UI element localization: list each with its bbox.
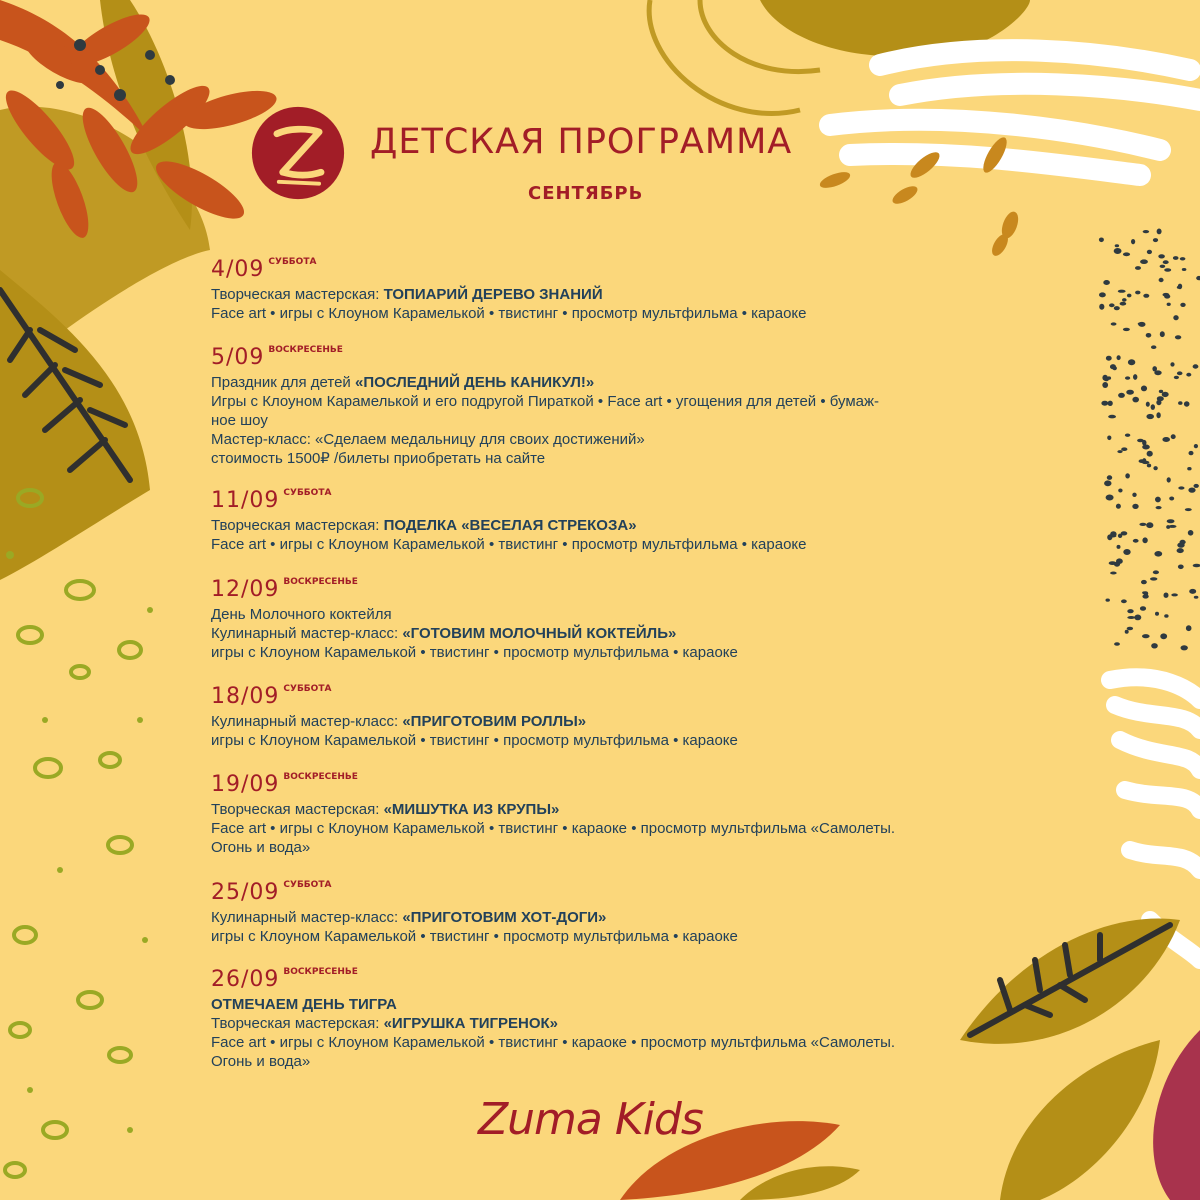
decor-dot — [1121, 531, 1128, 535]
decor-dot — [1133, 539, 1139, 543]
event-weekday: ВОСКРЕСЕНЬЕ — [268, 345, 343, 355]
decor-dot — [1099, 238, 1104, 243]
event-line-highlight: «МИШУТКА ИЗ КРУПЫ» — [383, 801, 560, 818]
event-line-text: ное шоу — [211, 412, 268, 429]
decor-dot — [1160, 265, 1166, 268]
decor-dot — [1169, 497, 1174, 501]
decor-dot — [1186, 373, 1191, 377]
event-line-text: Праздник для детей — [211, 374, 355, 391]
decor-dot — [1174, 376, 1179, 379]
decor-dot — [1125, 376, 1130, 379]
event-item — [211, 577, 1001, 662]
decor-dot — [1189, 589, 1196, 594]
event-line — [211, 995, 1001, 1014]
decor-dot — [1102, 382, 1108, 388]
decor-dot — [1154, 551, 1162, 557]
event-line — [211, 392, 1001, 411]
event-line-highlight: ТОПИАРИЙ ДЕРЕВО ЗНАНИЙ — [383, 286, 603, 303]
decor-dot — [1156, 506, 1162, 509]
decor-dot — [1133, 374, 1137, 380]
event-line-text: Творческая мастерская: — [211, 1015, 384, 1032]
decor-dot — [1175, 335, 1181, 339]
event-date-line — [211, 684, 1001, 712]
event-line-text: игры с Клоуном Карамелькой • твистинг • просмотр мультфильма • караоке — [211, 928, 738, 945]
event-line — [211, 927, 1001, 946]
decor-dot — [1185, 508, 1192, 511]
decor-dot — [1155, 612, 1159, 616]
event-line — [211, 304, 1001, 323]
event-line — [211, 908, 1001, 927]
decor-dot — [1163, 293, 1170, 297]
decor-dot — [1151, 643, 1158, 648]
decor-dot — [1150, 577, 1157, 580]
event-date-line — [211, 772, 1001, 800]
event-line — [211, 1033, 1001, 1052]
event-item — [211, 488, 1001, 554]
decor-dot — [1146, 333, 1152, 338]
event-line-text: Творческая мастерская: — [211, 517, 384, 534]
decor-dot — [1158, 254, 1165, 258]
event-weekday: СУББОТА — [283, 488, 332, 498]
decor-dot — [1108, 415, 1116, 419]
event-date-line — [211, 967, 1001, 995]
event-weekday: СУББОТА — [283, 684, 332, 694]
event-line-text: Кулинарный мастер-класс: — [211, 713, 403, 730]
event-line-text: День Молочного коктейля — [211, 606, 392, 623]
decor-dot — [1194, 484, 1199, 488]
event-line — [211, 411, 1001, 430]
event-line — [211, 624, 1001, 643]
decor-dot — [1164, 614, 1168, 618]
decor-dot — [1106, 599, 1110, 602]
event-item — [211, 880, 1001, 946]
decor-dot — [1142, 634, 1150, 638]
decor-dot — [1140, 606, 1146, 611]
decor-dot — [1127, 294, 1132, 298]
decor-dot — [1123, 328, 1130, 331]
decor-dot — [1159, 278, 1164, 282]
event-line-text: Face art • игры с Клоуном Карамелькой • твистинг • караоке • просмотр мультфильма «Самолеты. — [211, 1034, 896, 1051]
decor-dot — [1167, 303, 1171, 306]
event-line — [211, 800, 1001, 819]
decor-dot — [1118, 489, 1122, 493]
event-date: 18/09 — [211, 684, 280, 709]
decor-dot — [1178, 486, 1184, 489]
shape-berry — [1153, 1030, 1200, 1200]
decor-dot — [1103, 280, 1110, 285]
decor-dot — [1127, 616, 1135, 619]
decor-dot — [1173, 315, 1178, 320]
decor-dot — [1142, 445, 1150, 450]
decor-dot — [1118, 393, 1125, 398]
event-line — [211, 285, 1001, 304]
decor-dot — [1153, 238, 1158, 242]
event-line — [211, 712, 1001, 731]
decor-dot — [1193, 364, 1199, 368]
decor-dot — [1180, 257, 1186, 260]
decor-dot — [1154, 370, 1161, 375]
decor-dot — [1189, 451, 1194, 455]
event-weekday: ВОСКРЕСЕНЬЕ — [283, 772, 358, 782]
decor-dot — [1167, 519, 1175, 523]
decor-dot — [1110, 572, 1117, 575]
event-item — [211, 257, 1001, 323]
event-date-line — [211, 345, 1001, 373]
decor-dot — [1127, 627, 1133, 630]
decor-dot — [1164, 593, 1169, 598]
decor-dot — [1110, 364, 1116, 369]
event-date-line — [211, 577, 1001, 605]
zuma-z-logo-icon — [250, 105, 346, 201]
event-line — [211, 1014, 1001, 1033]
decor-dot — [1177, 371, 1183, 375]
decor-dot — [1118, 290, 1126, 293]
event-line — [211, 430, 1001, 449]
decor-dot — [1121, 447, 1127, 451]
decor-dot — [1114, 306, 1120, 310]
decor-dot — [1178, 401, 1182, 405]
event-line-text: Творческая мастерская: — [211, 801, 384, 818]
decor-dot — [1146, 402, 1150, 407]
event-line-text: Face art • игры с Клоуном Карамелькой • твистинг • караоке • просмотр мультфильма «Самолеты. — [211, 820, 896, 837]
decor-dot — [1142, 537, 1147, 543]
event-line — [211, 838, 1001, 857]
decor-dot — [1157, 396, 1164, 401]
decor-dot — [1135, 291, 1140, 295]
event-line — [211, 605, 1001, 624]
event-line-text: игры с Клоуном Карамелькой • твистинг • просмотр мультфильма • караоке — [211, 644, 738, 661]
decor-dot — [1115, 244, 1119, 247]
decor-dot — [1147, 451, 1153, 457]
event-line-text: Огонь и вода» — [211, 839, 311, 856]
decor-dot — [1123, 549, 1130, 555]
event-weekday: СУББОТА — [283, 880, 332, 890]
decor-dot — [1160, 633, 1167, 639]
decor-dot — [1177, 543, 1184, 548]
decor-dot — [1156, 412, 1160, 418]
decor-dot — [1164, 268, 1171, 271]
event-item — [211, 684, 1001, 750]
event-line-highlight: «ПРИГОТОВИМ РОЛЛЫ» — [402, 713, 587, 730]
decor-dot — [1178, 284, 1182, 290]
decor-dot — [1178, 565, 1184, 570]
decor-dot — [1147, 250, 1152, 254]
event-line-highlight: «ПРИГОТОВИМ ХОТ-ДОГИ» — [402, 909, 607, 926]
decor-dot — [1114, 642, 1120, 646]
decor-dot — [1151, 345, 1156, 349]
decor-dot — [1159, 390, 1163, 393]
event-line — [211, 449, 1001, 468]
decor-dot — [1111, 322, 1117, 325]
event-line — [211, 819, 1001, 838]
event-line-highlight: «ПОСЛЕДНИЙ ДЕНЬ КАНИКУЛ!» — [354, 374, 595, 391]
decor-dot — [1143, 230, 1149, 233]
decor-dot — [1132, 397, 1139, 403]
decor-dot — [1153, 570, 1159, 574]
event-line — [211, 643, 1001, 662]
decor-dot — [1117, 355, 1121, 360]
decor-dot — [1128, 359, 1135, 365]
decor-dot — [1140, 259, 1148, 264]
decor-dot — [1114, 248, 1122, 254]
decor-dot — [1104, 480, 1111, 486]
event-date-line — [211, 257, 1001, 285]
decor-dot — [1187, 467, 1191, 470]
decor-dot — [1157, 229, 1162, 235]
event-weekday: ВОСКРЕСЕНЬЕ — [283, 577, 358, 587]
event-date: 12/09 — [211, 577, 280, 602]
decor-dot — [1138, 322, 1145, 327]
page-subtitle: СЕНТЯБРЬ — [528, 183, 644, 204]
event-weekday: СУББОТА — [268, 257, 317, 267]
event-line-text: Огонь и вода» — [211, 1053, 311, 1070]
decor-dot — [1173, 256, 1179, 260]
event-weekday: ВОСКРЕСЕНЬЕ — [283, 967, 358, 977]
event-line-text: Игры с Клоуном Карамелькой и его подругой Пираткой • Face art • угощения для детей • бумаж- — [211, 393, 880, 410]
decor-dot — [1194, 596, 1199, 599]
event-date: 5/09 — [211, 345, 265, 370]
decor-dot — [1127, 609, 1133, 613]
event-line-text: Face art • игры с Клоуном Карамелькой • твистинг • просмотр мультфильма • караоке — [211, 536, 807, 553]
event-line-highlight: «ИГРУШКА ТИГРЕНОК» — [383, 1015, 559, 1032]
decor-dot — [1142, 458, 1146, 463]
decor-dot — [1116, 504, 1121, 509]
decor-dot — [1134, 615, 1141, 621]
brand-logo-text: Zuma Kids — [478, 1094, 703, 1145]
event-date: 11/09 — [211, 488, 280, 513]
decor-dot — [1153, 466, 1157, 470]
decor-dot — [1106, 495, 1114, 501]
decor-dot — [1146, 414, 1154, 419]
event-item — [211, 345, 1001, 468]
decor-dot — [1146, 522, 1153, 528]
decor-dot — [1167, 477, 1171, 482]
event-line-text: стоимость 1500₽ /билеты приобретать на сайте — [211, 450, 546, 467]
decor-dot — [1188, 530, 1194, 536]
decor-dot — [1107, 436, 1111, 441]
event-line — [211, 516, 1001, 535]
event-line-highlight: ОТМЕЧАЕМ ДЕНЬ ТИГРА — [211, 996, 397, 1013]
decor-dot — [1125, 434, 1130, 437]
decor-dot — [1162, 392, 1169, 397]
event-line — [211, 1052, 1001, 1071]
decor-dot — [1188, 488, 1195, 493]
decor-dot — [1117, 545, 1121, 549]
event-line-text: Мастер-класс: «Сделаем медальницу для своих достижений» — [211, 431, 645, 448]
event-date-line — [211, 880, 1001, 908]
decor-dot — [1132, 493, 1136, 497]
decor-dot — [1170, 362, 1174, 366]
page-title: ДЕТСКАЯ ПРОГРАММА — [370, 122, 793, 162]
decor-dot — [1160, 331, 1165, 337]
decor-dot — [1193, 564, 1200, 568]
event-item — [211, 967, 1001, 1071]
decor-dot — [1171, 593, 1178, 596]
event-line-highlight: ПОДЕЛКА «ВЕСЕЛАЯ СТРЕКОЗА» — [383, 517, 637, 534]
decor-dot — [1139, 523, 1146, 526]
event-line-highlight: «ГОТОВИМ МОЛОЧНЫЙ КОКТЕЙЛЬ» — [402, 625, 677, 642]
decor-dot — [1177, 548, 1184, 553]
decor-dot — [1135, 266, 1141, 270]
decor-dot — [1131, 239, 1135, 244]
decor-dot — [1132, 504, 1138, 509]
decor-dot — [1151, 404, 1155, 410]
decor-dot — [1126, 390, 1134, 395]
decor-dot — [1163, 260, 1169, 264]
decor-dot — [1107, 534, 1112, 540]
decor-dot — [1101, 401, 1108, 406]
decor-dot — [1121, 599, 1127, 603]
decor-dot — [1107, 376, 1111, 379]
decor-dot — [1196, 276, 1200, 280]
event-date-line — [211, 488, 1001, 516]
decor-dot — [1155, 497, 1161, 503]
event-line-text: Face art • игры с Клоуном Карамелькой • твистинг • просмотр мультфильма • караоке — [211, 305, 807, 322]
event-line-text: игры с Клоуном Карамелькой • твистинг • просмотр мультфильма • караоке — [211, 732, 738, 749]
decor-dot — [1125, 473, 1130, 478]
decor-dot — [1180, 303, 1185, 307]
decor-dot — [1147, 464, 1151, 468]
decor-dot — [1109, 303, 1115, 307]
decor-dot — [1108, 401, 1113, 406]
event-date: 25/09 — [211, 880, 280, 905]
decor-dot — [1099, 304, 1104, 310]
decor-dot — [1122, 298, 1127, 302]
decor-dot — [1116, 558, 1123, 564]
decor-dot — [1141, 580, 1147, 584]
decor-dot — [1186, 625, 1192, 631]
event-line-text: Кулинарный мастер-класс: — [211, 909, 403, 926]
decor-dot — [1107, 475, 1112, 480]
decor-dot — [1144, 591, 1148, 595]
decor-dot — [1117, 450, 1122, 453]
decor-dot — [1099, 292, 1106, 297]
decor-dot — [1171, 434, 1176, 439]
decor-dot — [1137, 439, 1144, 442]
decor-dot — [1143, 294, 1149, 298]
decor-dot — [1169, 525, 1177, 528]
decor-dot — [1106, 356, 1112, 361]
decor-dot — [1141, 386, 1147, 392]
decor-dot — [1194, 444, 1198, 448]
event-line-text: Кулинарный мастер-класс: — [211, 625, 403, 642]
decor-dot — [1182, 268, 1187, 271]
event-line — [211, 535, 1001, 554]
event-line — [211, 373, 1001, 392]
decor-dot — [1181, 645, 1188, 650]
decor-dot — [1162, 437, 1170, 442]
decor-dot — [1120, 302, 1127, 306]
decor-dot — [1184, 401, 1190, 406]
event-item — [211, 772, 1001, 857]
decor-dot — [1123, 252, 1130, 256]
event-line — [211, 731, 1001, 750]
decor-dot — [1125, 630, 1129, 634]
event-date: 26/09 — [211, 967, 280, 992]
event-line-text: Творческая мастерская: — [211, 286, 384, 303]
event-date: 19/09 — [211, 772, 280, 797]
event-date: 4/09 — [211, 257, 265, 282]
